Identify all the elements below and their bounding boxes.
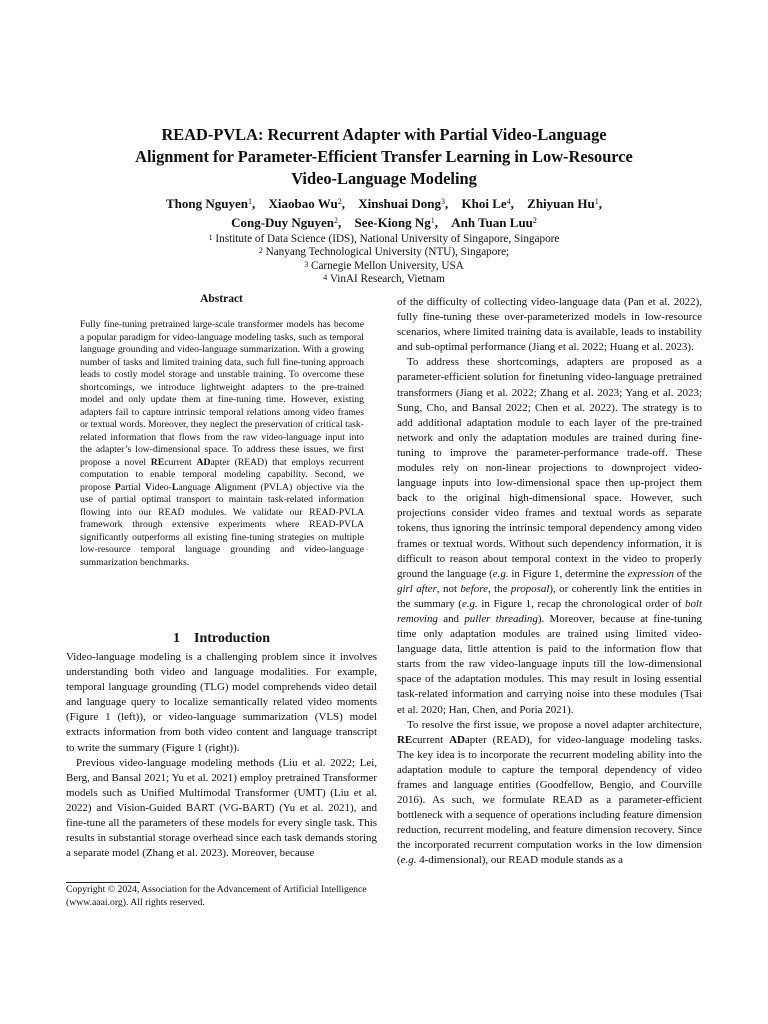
left-column-text (66, 650, 377, 861)
paper-title (60, 124, 708, 190)
paragraph: of the difficulty of collecting video-language data (Pan et al. 2022), fully fine-tuning these over-parameterized models in low-resource scenarios, where limited training data is available, leads to instability and sub-optimal performance (Jiang et al. 2022; Huang et al. 2023). (397, 296, 702, 354)
paragraph: Video-language modeling is a challenging problem since it involves understanding both video and language modalities. For example, temporal language grounding (TLG) model comprehends video detail and language query to localize semantically related video moments (Figure 1 (left)), or video-language summarization (VLS) model extracts information from both video content and language transcript to write the summary (Figure 1 (right)). (66, 651, 377, 754)
section-number: 1 (173, 631, 180, 646)
abstract-heading: Abstract (200, 293, 243, 305)
author-line-2 (60, 213, 708, 232)
section-heading-introduction (66, 631, 377, 647)
footnote-divider (66, 882, 140, 883)
section-title: Introduction (194, 631, 270, 646)
author: Khoi Le$^4$, (461, 196, 514, 211)
author: See-Kiong Ng$^1$, (354, 215, 438, 230)
author: Xinshuai Dong$^3$, (358, 196, 449, 211)
right-column-text (397, 295, 702, 869)
abstract-text: Fully fine-tuning pretrained large-scale transformer models has become a popular paradigm for video-language modeling tasks, such as temporal language grounding and video-language summarization. With a growing number of tasks and limited training data, such full fine-tuning approach leads to costly model storage and unstable training. To overcome these shortcomings, we introduce lightweight adapters to the pre-trained model and only update them at fine-tuning time. However, existing adapters fail to capture intrinsic temporal relations among video frames or textual words. Moreover, they neglect the preservation of critical task-related information that flows from the raw video-language input into the adapter’s low-dimensional space. To address these issues, we first propose a novel REcurrent ADapter (READ) that employs recurrent computation to enable temporal modeling capability. Second, we propose Partial Video-Language Alignment (PVLA) objective via the use of partial optimal transport to maintain task-related information flowing into our READ modules. We validate our READ-PVLA framework through extensive experiments where READ-PVLA significantly outperforms all existing fine-tuning strategies on multiple low-resource temporal language grounding and video-language summarization benchmarks. (80, 319, 365, 568)
affiliation: $^4$ VinAI Research, Vietnam (323, 273, 445, 286)
affiliations (60, 233, 708, 287)
author-list (60, 194, 708, 232)
title-line-1: READ-PVLA: Recurrent Adapter with Partial Video-Language (161, 125, 607, 144)
paragraph: To address these shortcomings, adapters are proposed as a parameter-efficient solution for finetuning video-language pretrained transformers (Jiang et al. 2022; Zhang et al. 2023; Yang et al. 2023; Sung, Cho, and Bansal 2022; Chen et al. 2022). The strategy is to add additional adaptation module to each layer of the pre-trained network and only the adaptation modules are trained during fine-tuning to improve the parameter-performance trade-off. These modules rely on non-linear projections to downproject video-language inputs into low-dimensional space then up-project them back to the original high-dimensional space. However, such projections consider video frames and textual words as separate tokens, thus ignoring the intrinsic temporal dependency among video frames or textual words. Without such dependency information, it is difficult to reason about temporal context in the video to properly ground the language (e.g. in Figure 1, determine the expression of the girl after, not before, the proposal), or coherently link the entities in the summary (e.g. in Figure 1, recap the chronological order of bolt removing and puller threading). Moreover, because at fine-tuning time only adaptation modules are trained using limited video-language data, little attention is paid to the information flow that starts from the raw video-language inputs till the low-dimensional space of the adaptation modules. This may result in losing essential task-related information and carrying noise into these modules (Tsai et al. 2020; Han, Chen, and Poria 2021). (397, 356, 703, 716)
copyright-footnote: Copyright © 2024, Association for the Advancement of Artificial Intelligence (www.aaai.org). All rights reserved. (66, 884, 367, 908)
author: Zhiyuan Hu$^1$, (527, 196, 602, 211)
author: Thong Nguyen$^1$, (166, 196, 256, 211)
title-line-3: Video-Language Modeling (291, 169, 477, 188)
author: Anh Tuan Luu$^2$ (451, 215, 537, 230)
paragraph: To resolve the first issue, we propose a novel adapter architecture, REcurrent ADapter (READ), for video-language modeling tasks. The key idea is to incorporate the recurrent modeling ability into the adaptation module to capture the temporal dependency of video frames and language entities (Goodfellow, Bengio, and Courville 2016). As such, we formulate READ as a parameter-efficient bottleneck with a sequence of operations including feature dimension reduction, recurrent modeling, and feature dimension recovery. Since the incorporated recurrent computation works in the low dimension (e.g. 4-dimensional), our READ module stands as a (397, 718, 702, 867)
affiliation: $^1$ Institute of Data Science (IDS), National University of Singapore, Singapore (208, 233, 560, 245)
paragraph: Previous video-language modeling methods (Liu et al. 2022; Lei, Berg, and Bansal 2021; Yu et al. 2021) employ pretrained Transformer models such as Unified Multimodal Transformer (UMT) (Liu et al. 2022) and Vision-Guided BART (VG-BART) (Yu et al. 2021), and fine-tune all the parameters of these models for every single task. This results in substantial storage overhead since each task demands storing a separate model (Zhang et al. 2023). Moreover, because (66, 756, 377, 860)
author-line-1 (60, 194, 708, 213)
author: Cong-Duy Nguyen$^2$, (231, 215, 342, 230)
affiliation: $^2$ Nanyang Technological University (NTU), Singapore; (258, 246, 510, 259)
author: Xiaobao Wu$^2$, (268, 196, 346, 211)
affiliation: $^3$ Carnegie Mellon University, USA (304, 259, 464, 272)
title-line-2: Alignment for Parameter-Efficient Transfer Learning in Low-Resource (135, 147, 633, 166)
